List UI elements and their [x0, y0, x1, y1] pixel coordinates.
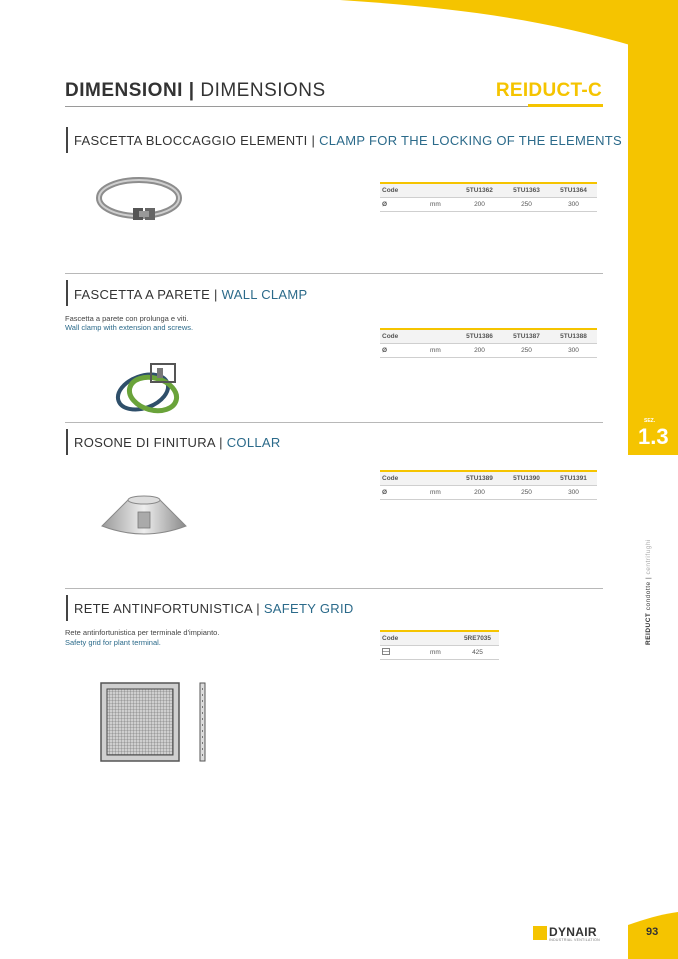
page-title-en: DIMENSIONS	[200, 80, 326, 101]
section-number: 1.3	[638, 424, 669, 449]
section-title-it: ROSONE DI FINITURA	[74, 435, 216, 450]
table-header	[430, 183, 456, 198]
section-description-it: Rete antinfortunistica per terminale d'impianto.	[65, 628, 220, 637]
section-title-en: COLLAR	[226, 435, 281, 450]
section-divider	[65, 273, 603, 274]
table-header: 5TU1363	[503, 183, 550, 198]
section-marker	[66, 429, 68, 455]
section-title-en: SAFETY GRID	[263, 601, 354, 616]
table-header: 5TU1362	[456, 183, 503, 198]
table-header	[430, 631, 456, 646]
section-title-it: RETE ANTINFORTUNISTICA	[74, 601, 253, 616]
section-separator: |	[219, 435, 223, 450]
side-yellow-band	[628, 0, 678, 959]
table-header: Code	[380, 471, 430, 486]
table-cell: 200	[456, 486, 503, 500]
vertical-label-separator: |	[645, 576, 652, 580]
wall-clamp-table	[380, 328, 597, 358]
section-description-en: Wall clamp with extension and screws.	[65, 323, 194, 332]
section-divider	[65, 422, 603, 423]
vertical-label-bold: REIDUCT	[645, 612, 652, 645]
section-title-safety-grid	[74, 601, 354, 616]
table-cell: mm	[430, 646, 456, 660]
product-code: REIDUCT-C	[495, 80, 602, 101]
section-title-en: CLAMP FOR THE LOCKING OF THE ELEMENTS	[319, 133, 623, 148]
table-header: 5TU1388	[550, 329, 597, 344]
safety-grid-table	[380, 630, 499, 660]
section-divider	[65, 588, 603, 589]
table-header: 5TU1387	[503, 329, 550, 344]
table-cell: mm	[430, 198, 456, 212]
table-header: 5TU1391	[550, 471, 597, 486]
table-cell: 250	[503, 198, 550, 212]
table-header: Code	[380, 631, 430, 646]
table-cell: Ø	[380, 486, 430, 500]
section-separator: |	[214, 287, 218, 302]
table-cell: Ø	[380, 198, 430, 212]
table-header: 5TU1390	[503, 471, 550, 486]
section-separator: |	[311, 133, 316, 148]
code-underline	[528, 104, 603, 107]
table-cell: 300	[550, 486, 597, 500]
table-header	[430, 471, 456, 486]
table-header	[430, 329, 456, 344]
section-title-en: WALL CLAMP	[221, 287, 308, 302]
table-header: 5RE7035	[456, 631, 499, 646]
grid-size-icon-cell	[380, 646, 430, 660]
page-title-it: DIMENSIONI	[65, 80, 183, 101]
wall-clamp-image	[105, 360, 187, 416]
vertical-label-sub: centrifughi	[645, 539, 652, 575]
collar-image	[98, 492, 190, 538]
safety-grid-image	[100, 682, 210, 762]
title-separator: |	[188, 80, 195, 101]
table-header: 5TU1386	[456, 329, 503, 344]
section-title-clamp	[74, 133, 622, 148]
section-separator: |	[256, 601, 260, 616]
section-title-collar	[74, 435, 281, 450]
section-title-it: FASCETTA BLOCCAGGIO ELEMENTI	[74, 133, 308, 148]
table-cell: mm	[430, 486, 456, 500]
table-cell: mm	[430, 344, 456, 358]
table-cell: 200	[456, 344, 503, 358]
vertical-label-mid: condotte	[645, 581, 652, 611]
section-marker	[66, 280, 68, 306]
table-cell: 250	[503, 486, 550, 500]
table-cell: 200	[456, 198, 503, 212]
section-description-en: Safety grid for plant terminal.	[65, 638, 161, 647]
section-label: SEZ.	[644, 418, 656, 424]
table-cell: 300	[550, 198, 597, 212]
table-cell: 425	[456, 646, 499, 660]
logo-subtitle: INDUSTRIAL VENTILATION	[549, 938, 600, 942]
page-title	[65, 80, 326, 102]
locking-clamp-image	[95, 172, 183, 224]
title-divider	[65, 106, 603, 107]
table-header: 5TU1364	[550, 183, 597, 198]
table-cell: 300	[550, 344, 597, 358]
logo-text: DYNAIR	[549, 925, 597, 939]
section-description-it: Fascetta a parete con prolunga e viti.	[65, 314, 189, 323]
section-title-wall-clamp	[74, 287, 307, 302]
vertical-category-label	[645, 539, 652, 645]
table-header: Code	[380, 329, 430, 344]
clamp-table	[380, 182, 597, 212]
dynair-logo-icon	[533, 926, 547, 940]
section-marker	[66, 127, 68, 153]
square-dimension-icon	[382, 648, 390, 655]
section-title-it: FASCETTA A PARETE	[74, 287, 211, 302]
table-header: 5TU1389	[456, 471, 503, 486]
table-cell: Ø	[380, 344, 430, 358]
header-yellow-swoosh	[0, 0, 678, 60]
table-header: Code	[380, 183, 430, 198]
table-cell: 250	[503, 344, 550, 358]
collar-table	[380, 470, 597, 500]
page-number: 93	[646, 926, 659, 938]
section-marker	[66, 595, 68, 621]
